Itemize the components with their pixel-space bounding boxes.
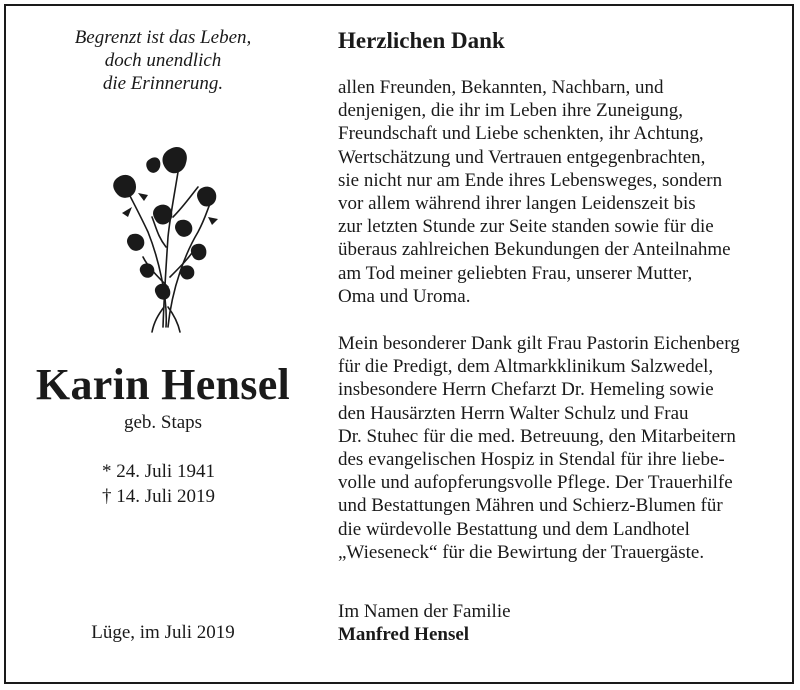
signature-intro: Im Namen der Familie [338, 601, 511, 622]
heading: Herzlichen Dank [338, 28, 505, 53]
text-line: des evangelischen Hospiz in Stendal für ihre liebe- [338, 449, 725, 471]
place-date: Lüge, im Juli 2019 [91, 622, 235, 643]
motto-line: doch unendlich [104, 50, 222, 71]
maiden-name: geb. Staps [123, 412, 203, 433]
thanks-section [338, 26, 778, 564]
text-line: zur letzten Stunde zur Seite standen sowie für die [338, 216, 714, 238]
text-line: Freundschaft und Liebe schenkten, ihr Achtung, [338, 123, 704, 145]
text-line: Wertschätzung und Vertrauen entgegenbrachten, [338, 146, 706, 168]
text-line: Mein besonderer Dank gilt Frau Pastorin Eichenberg [338, 333, 740, 355]
text-line: und Bestattungen Mähren und Schierz-Blumen für [338, 495, 723, 517]
birth-date: * 24. Juli 1941 [102, 461, 215, 482]
text-line: allen Freunden, Bekannten, Nachbarn, und [338, 77, 664, 98]
text-line: die würdevolle Bestattung und dem Landhotel [338, 518, 690, 540]
motto-line: die Erinnerung. [102, 73, 224, 94]
text-line: Dr. Stuhec für die med. Betreuung, den Mitarbeitern [338, 425, 736, 447]
deceased-name: Karin Hensel [35, 360, 291, 409]
text-line: insbesondere Herrn Chefarzt Dr. Hemeling sowie [338, 379, 714, 401]
paragraph-1 [338, 76, 778, 308]
text-line: den Hausärzten Herrn Walter Schulz und Frau [338, 402, 689, 424]
text-line: am Tod meiner geliebten Frau, unserer Mutter, [338, 262, 693, 284]
text-line: vor allem während ihrer langen Leidenszeit bis [338, 193, 696, 215]
text-line: für die Predigt, dem Altmarkklinikum Salzwedel, [338, 356, 714, 378]
text-line: „Wieseneck“ für die Bewirtung der Trauergäste. [338, 541, 705, 563]
motto-line: Begrenzt ist das Leben, [74, 27, 252, 48]
text-line: überaus zahlreichen Bekundungen der Anteilnahme [338, 239, 731, 261]
motto [8, 26, 318, 95]
death-date: † 14. Juli 2019 [102, 486, 215, 507]
signature-name: Manfred Hensel [338, 624, 470, 645]
text-line: denjenigen, die ihr im Leben ihre Zuneigung, [338, 100, 684, 122]
paragraph-2 [338, 332, 778, 564]
text-line: sie nicht nur am Ende ihres Lebensweges, sondern [338, 169, 723, 191]
text-line: volle und aufopferungsvolle Pflege. Der Trauerhilfe [338, 472, 733, 494]
life-dates [102, 459, 215, 509]
signature [338, 600, 511, 646]
rose-bouquet-icon [108, 137, 228, 337]
text-line: Oma und Uroma. [338, 285, 471, 307]
